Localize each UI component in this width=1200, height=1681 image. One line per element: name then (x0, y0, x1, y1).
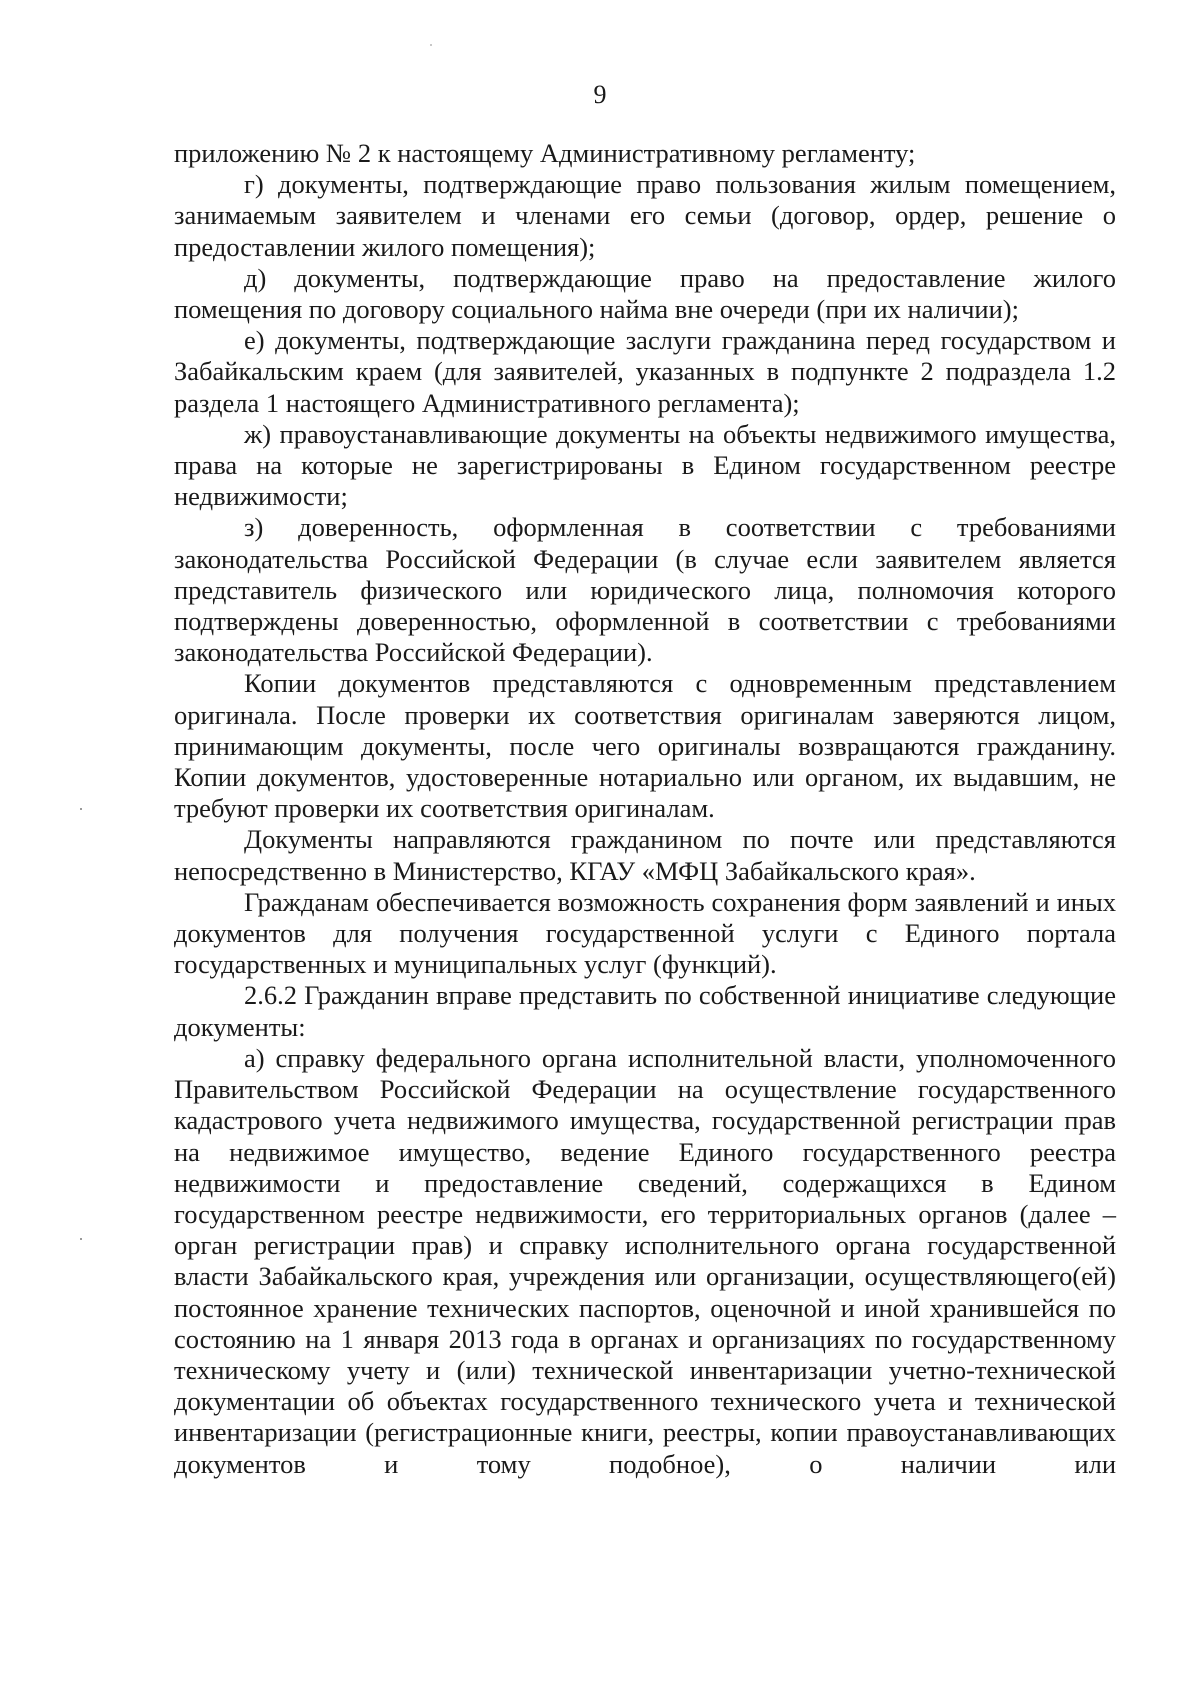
paragraph-item-g: г) документы, подтверждающие право пользования жилым помещением, занимаемым заявителем и членами его семьи (договор, ордер, решение о предоставлении жилого помещения); (174, 169, 1116, 262)
document-body (174, 138, 1116, 1480)
paragraph-copies: Копии документов представляются с одновременным представлением оригинала. После проверки их соответствия оригиналам заверяются лицом, принимающим документы, после чего оригиналы возвращаются гражданину. Копии документов, удостоверенные нотариально или органом, их выдавшим, не требуют проверки их соответствия оригиналам. (174, 668, 1116, 824)
paragraph-item-d: д) документы, подтверждающие право на предоставление жилого помещения по договору социального найма вне очереди (при их наличии); (174, 262, 1116, 325)
scan-artifact (430, 44, 432, 46)
paragraph-item-zh: ж) правоустанавливающие документы на объекты недвижимого имущества, права на которые не зарегистрированы в Едином государственном реестре недвижимости; (174, 418, 1116, 512)
page-number: 9 (593, 80, 607, 109)
paragraph-item-a: а) справку федерального органа исполнительной власти, уполномоченного Правительством Российской Федерации на осуществление государственного кадастрового учета недвижимого имущества, государственной регистрации прав на недвижимое имущество, ведение Единого государственного реестра недвижимости и предоставление сведений, содержащихся в Едином государственном реестре недвижимости, его территориальных органов (далее – орган регистрации прав) и справку исполнительного органа государственной власти Забайкальского края, учреждения или организации, осуществляющего(ей) постоянное хранение технических паспортов, оценочной и иной хранившейся по состоянию на 1 января 2013 года в органах и организациях по государственному техническому учету и (или) технической инвентаризации учетно-технической документации об объектах государственного технического учета и технической инвентаризации (регистрационные книги, реестры, копии правоустанавливающих документов и тому подобное), о наличии или (174, 1042, 1116, 1479)
margin-speck (80, 808, 82, 810)
paragraph-item-z: з) доверенность, оформленная в соответствии с требованиями законодательства Российской Федерации (в случае если заявителем является представитель физического или юридического лица, полномочия которого подтверждены доверенностью, оформленной в соответствии с требованиями законодательства Российской Федерации). (174, 512, 1116, 668)
margin-speck (80, 1238, 82, 1240)
paragraph-continuation: приложению № 2 к настоящему Административному регламенту; (174, 138, 916, 168)
paragraph-section-2-6-2: 2.6.2 Гражданин вправе представить по собственной инициативе следующие документы: (174, 980, 1116, 1042)
paragraph-submission: Документы направляются гражданином по почте или представляются непосредственно в Министерство, КГАУ «МФЦ Забайкальского края». (174, 824, 1116, 886)
paragraph-item-e: е) документы, подтверждающие заслуги гражданина перед государством и Забайкальским краем (для заявителей, указанных в подпункте 2 подраздела 1.2 раздела 1 настоящего Административного регламента); (174, 325, 1116, 418)
paragraph-forms: Гражданам обеспечивается возможность сохранения форм заявлений и иных документов для получения государственной услуги с Единого портала государственных и муниципальных услуг (функций). (174, 886, 1116, 980)
